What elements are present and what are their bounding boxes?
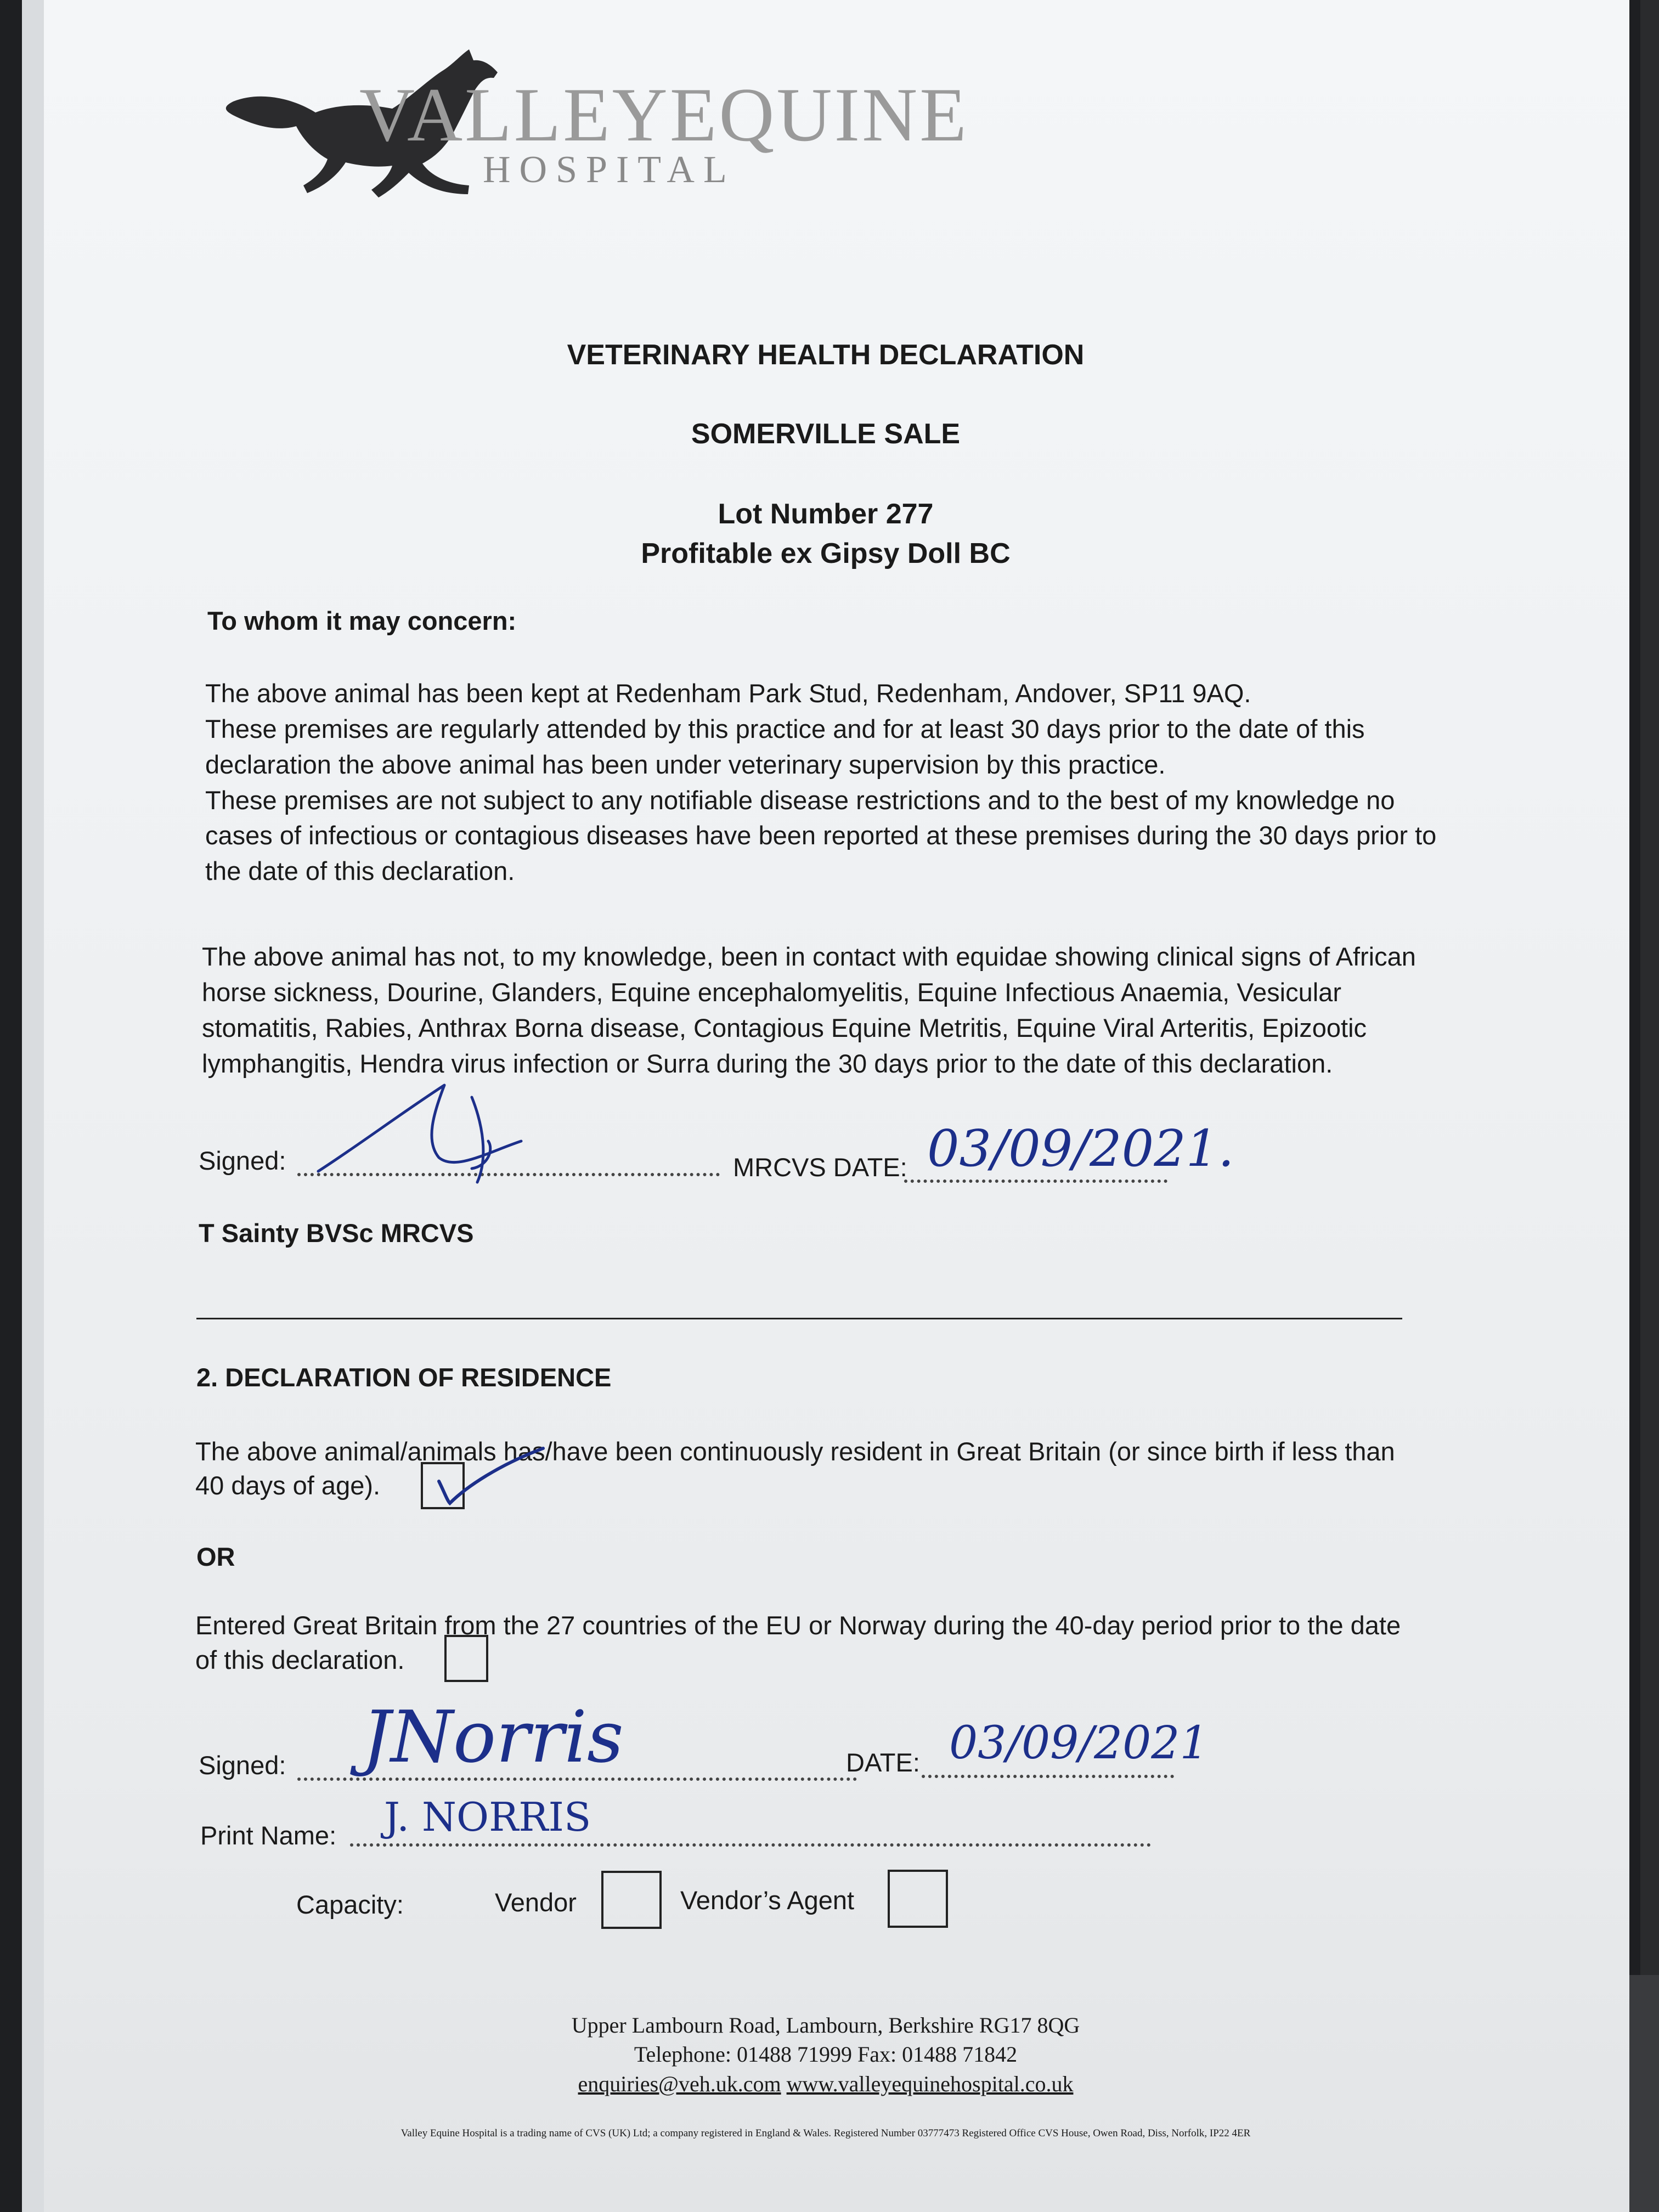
page-edge — [22, 0, 44, 2212]
disease-contact-paragraph — [202, 939, 1530, 1081]
text-line: declaration the above animal has been under veterinary supervision by this practice. — [205, 749, 1166, 779]
text-line: lymphangitis, Hendra virus infection or Surra during the 30 days prior to the date of this declaration. — [202, 1048, 1333, 1078]
vendor-label: Vendor — [495, 1888, 577, 1917]
vendor-agent-checkbox[interactable] — [888, 1870, 948, 1928]
or-label: OR — [196, 1542, 235, 1571]
section2-title: 2. DECLARATION OF RESIDENCE — [196, 1363, 612, 1392]
capacity-label: Capacity: — [296, 1890, 404, 1919]
vet-signed-label: Signed: — [199, 1146, 286, 1175]
text-line: The above animal has been kept at Redenham Park Stud, Redenham, Andover, SP11 9AQ. — [205, 679, 1251, 708]
vet-signature-icon — [307, 1075, 592, 1185]
background-right — [1640, 0, 1659, 2212]
footer-phone: Telephone: 01488 71999 Fax: 01488 71842 — [634, 2042, 1018, 2067]
owner-date-label: DATE: — [846, 1748, 920, 1777]
owner-date-line — [922, 1775, 1174, 1778]
document-page — [22, 0, 1629, 2212]
horse-name: Profitable ex Gipsy Doll BC — [641, 538, 1011, 569]
sale-name: SOMERVILLE SALE — [691, 418, 961, 450]
footer-address: Upper Lambourn Road, Lambourn, Berkshire RG17 8QG — [571, 2013, 1080, 2038]
residence-option1-line1: The above animal/animals has/have been continuously resident in Great Britain (or since birth if less than — [195, 1437, 1395, 1466]
text-line: cases of infectious or contagious diseases have been reported at these premises during the 30 days prior to — [205, 821, 1437, 850]
print-name-value: J. NORRIS — [384, 1794, 591, 1840]
text-line: These premises are regularly attended by this practice and for at least 30 days prior to the date of this — [205, 714, 1365, 743]
residence-option2-line2: of this declaration. — [195, 1645, 405, 1674]
text-line: horse sickness, Dourine, Glanders, Equine encephalomyelitis, Equine Infectious Anaemia, Vesicular — [202, 977, 1341, 1007]
footer-legal: Valley Equine Hospital is a trading name of CVS (UK) Ltd; a company registered in England & Wales. Registered Number 03777473 Registered Office CVS House, Owen Road, Diss, Norfolk, IP22 4ER — [400, 2128, 1251, 2139]
text-line: These premises are not subject to any notifiable disease restrictions and to the best of my knowledge no — [205, 785, 1395, 815]
vendor-checkbox[interactable] — [601, 1871, 662, 1929]
document-title: VETERINARY HEALTH DECLARATION — [567, 339, 1085, 371]
section-divider — [196, 1318, 1402, 1319]
email-link[interactable]: enquiries@veh.uk.com — [578, 2072, 781, 2096]
text-line: The above animal has not, to my knowledge, been in contact with equidae showing clinical signs of African — [202, 942, 1416, 971]
owner-signed-label: Signed: — [199, 1751, 286, 1780]
print-name-label: Print Name: — [200, 1821, 337, 1850]
logo-subtitle: HOSPITAL — [483, 149, 736, 191]
residence-option2-line1: Entered Great Britain from the 27 countries of the EU or Norway during the 40-day period prior to the date — [195, 1611, 1401, 1640]
vet-name: T Sainty BVSc MRCVS — [199, 1218, 474, 1248]
logo-name: VALLEYEQUINE — [359, 72, 969, 157]
salutation: To whom it may concern: — [207, 606, 517, 635]
vet-date-line — [904, 1180, 1167, 1183]
residence-option1-line2: 40 days of age). — [195, 1471, 381, 1500]
text-line: stomatitis, Rabies, Anthrax Borna disease, Contagious Equine Metritis, Equine Viral Arteritis, Epizootic — [202, 1013, 1367, 1042]
checkmark-icon — [422, 1443, 549, 1514]
premises-paragraph — [205, 676, 1533, 889]
vet-date-value: 03/09/2021. — [927, 1119, 1234, 1178]
vendor-agent-label: Vendor’s Agent — [680, 1886, 855, 1915]
website-link[interactable]: www.valleyequinehospital.co.uk — [786, 2072, 1074, 2096]
owner-signature: JNorris — [362, 1695, 624, 1779]
lot-number: Lot Number 277 — [718, 498, 934, 530]
option2-checkbox[interactable] — [444, 1635, 488, 1682]
print-name-line — [350, 1843, 1151, 1847]
owner-date-value: 03/09/2021 — [949, 1717, 1209, 1769]
mrcvs-date-label: MRCVS DATE: — [733, 1153, 907, 1182]
footer-links — [22, 2069, 1629, 2099]
text-line: the date of this declaration. — [205, 856, 515, 886]
